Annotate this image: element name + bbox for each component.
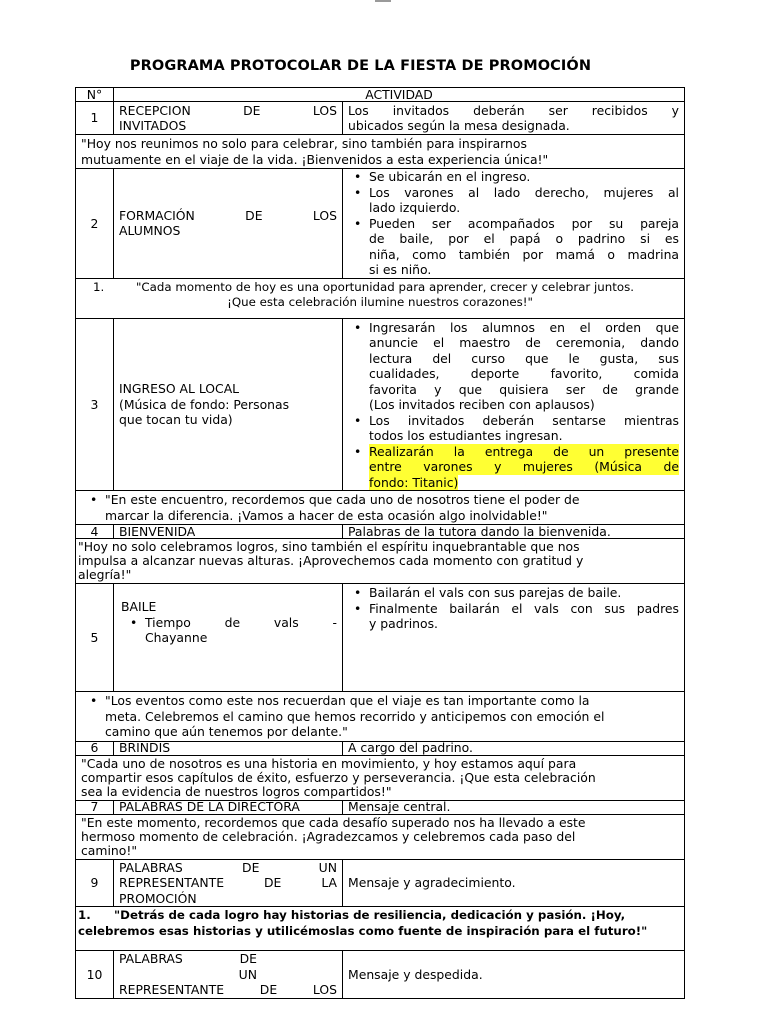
table-row [76, 318, 685, 491]
bullet-list [348, 585, 679, 632]
activity-description: Mensaje y despedida. [343, 951, 685, 999]
page-top-mark [375, 0, 391, 2]
activity-label: BRINDIS [114, 741, 343, 755]
activity-label: RECEPCION DE LOS INVITADOS [114, 102, 343, 135]
quote-text: 1. "Detrás de cada logro hay historias de resiliencia, dedicación y pasión. ¡Hoy, celebremos esas historias y utilicémoslas como fuente de inspiración para el futuro!" [76, 907, 685, 951]
list-item: • Los invitados deberán sentarse mientras todos los estudiantes ingresan. [369, 413, 679, 444]
row-number: 9 [76, 859, 114, 907]
table-row [76, 525, 685, 539]
page-title: PROGRAMA PROTOCOLAR DE LA FIESTA DE PROMOCIÓN [129, 58, 592, 74]
quote-row [76, 135, 685, 169]
activity-description: Palabras de la tutora dando la bienvenida. [343, 525, 685, 539]
header-actividad: ACTIVIDAD [114, 88, 685, 102]
activity-label: PALABRAS DE UN REPRESENTANTE DE LA PROMOCIÓN [114, 859, 343, 907]
bullet-list [348, 320, 679, 491]
list-item: • Tiempo de vals - Chayanne [145, 615, 337, 646]
activity-description [343, 169, 685, 279]
list-item: • Pueden ser acompañados por su pareja de baile, por el papá o padrino si es niña, como también por mamá o madrina si es niño. [369, 216, 679, 278]
list-item: • "En este encuentro, recordemos que cada uno de nosotros tiene el poder de marcar la diferencia. ¡Vamos a hacer de esta ocasión algo inolvidable!" [105, 492, 679, 523]
list-item: • Los varones al lado derecho, mujeres al lado izquierdo. [369, 185, 679, 216]
row-number: 2 [76, 169, 114, 279]
table-row [76, 169, 685, 279]
list-marker: 1. [93, 279, 105, 294]
quote-text: 1. "Cada momento de hoy es una oportunidad para aprender, crecer y celebrar juntos. ¡Que esta celebración ilumine nuestros corazones!" [76, 278, 685, 318]
table-row [76, 741, 685, 755]
activity-description: Los invitados deberán ser recibidos y ubicados según la mesa designada. [343, 102, 685, 135]
row-number: 5 [76, 584, 114, 692]
quote-row [76, 692, 685, 742]
activity-label: BAILE • Tiempo de vals - Chayanne [114, 584, 343, 692]
table-row [76, 102, 685, 135]
quote-text: "Hoy nos reunimos no solo para celebrar, sino también para inspirarnos mutuamente en el viaje de la vida. ¡Bienvenidos a esta experiencia única!" [76, 135, 685, 169]
list-item: • "Los eventos como este nos recuerdan que el viaje es tan importante como la meta. Celebremos el camino que hemos recorrido y anticipemos con emoción el camino que aún tenemos por delante." [105, 693, 679, 740]
header-num: N° [76, 88, 114, 102]
activity-description: Mensaje central. [343, 800, 685, 814]
activity-description: Mensaje y agradecimiento. [343, 859, 685, 907]
list-item-highlighted: • Realizarán la entrega de un presente entre varones y mujeres (Música de fondo: Titanic) [369, 444, 679, 491]
quote-text [76, 692, 685, 742]
activity-description: A cargo del padrino. [343, 741, 685, 755]
quote-text: "Cada uno de nosotros es una historia en movimiento, y hoy estamos aquí para compartir esos capítulos de éxito, esfuerzo y perseverancia. ¡Que esta celebración sea la evidencia de nuestros logros compartidos!" [76, 755, 685, 800]
row-number: 10 [76, 951, 114, 999]
activity-label: BIENVENIDA [114, 525, 343, 539]
activity-description [343, 584, 685, 692]
quote-row [76, 491, 685, 525]
table-row [76, 859, 685, 907]
quote-text [76, 491, 685, 525]
quote-row [76, 539, 685, 584]
table-row [76, 951, 685, 999]
list-item: • Ingresarán los alumnos en el orden que anuncie el maestro de ceremonia, dando lectura del curso que le gusta, sus cualidades, deporte favorito, comida favorita y que quisiera ser de grande (Los invitados reciben con aplausos) [369, 320, 679, 413]
row-number: 6 [76, 741, 114, 755]
activity-label: INGRESO AL LOCAL (Música de fondo: Personas que tocan tu vida) [114, 318, 343, 491]
activity-description [343, 318, 685, 491]
quote-row [76, 755, 685, 800]
row-number: 7 [76, 800, 114, 814]
quote-row [76, 278, 685, 318]
table-row [76, 584, 685, 692]
table-header-row [76, 88, 685, 102]
quote-row [76, 814, 685, 859]
row-number: 1 [76, 102, 114, 135]
quote-text: "En este momento, recordemos que cada desafío superado nos ha llevado a este hermoso momento de celebración. ¡Agradezcamos y celebremos cada paso del camino!" [76, 814, 685, 859]
activity-label: PALABRAS DE UN REPRESENTANTE DE LOS [114, 951, 343, 999]
activity-label: FORMACIÓN DE LOS ALUMNOS [114, 169, 343, 279]
list-item: • Finalmente bailarán el vals con sus padres y padrinos. [369, 601, 679, 632]
row-number: 4 [76, 525, 114, 539]
activity-label: PALABRAS DE LA DIRECTORA [114, 800, 343, 814]
quote-text: "Hoy no solo celebramos logros, sino también el espíritu inquebrantable que nos impulsa a alcanzar nuevas alturas. ¡Aprovechemos cada momento con gratitud y alegría!" [76, 539, 685, 584]
bullet-list [348, 169, 679, 278]
list-item: • Se ubicarán en el ingreso. [369, 169, 679, 185]
list-item: • Bailarán el vals con sus parejas de baile. [369, 585, 679, 601]
quote-row [76, 907, 685, 951]
row-number: 3 [76, 318, 114, 491]
program-table [75, 87, 685, 999]
table-row [76, 800, 685, 814]
list-marker: 1. [78, 908, 91, 922]
